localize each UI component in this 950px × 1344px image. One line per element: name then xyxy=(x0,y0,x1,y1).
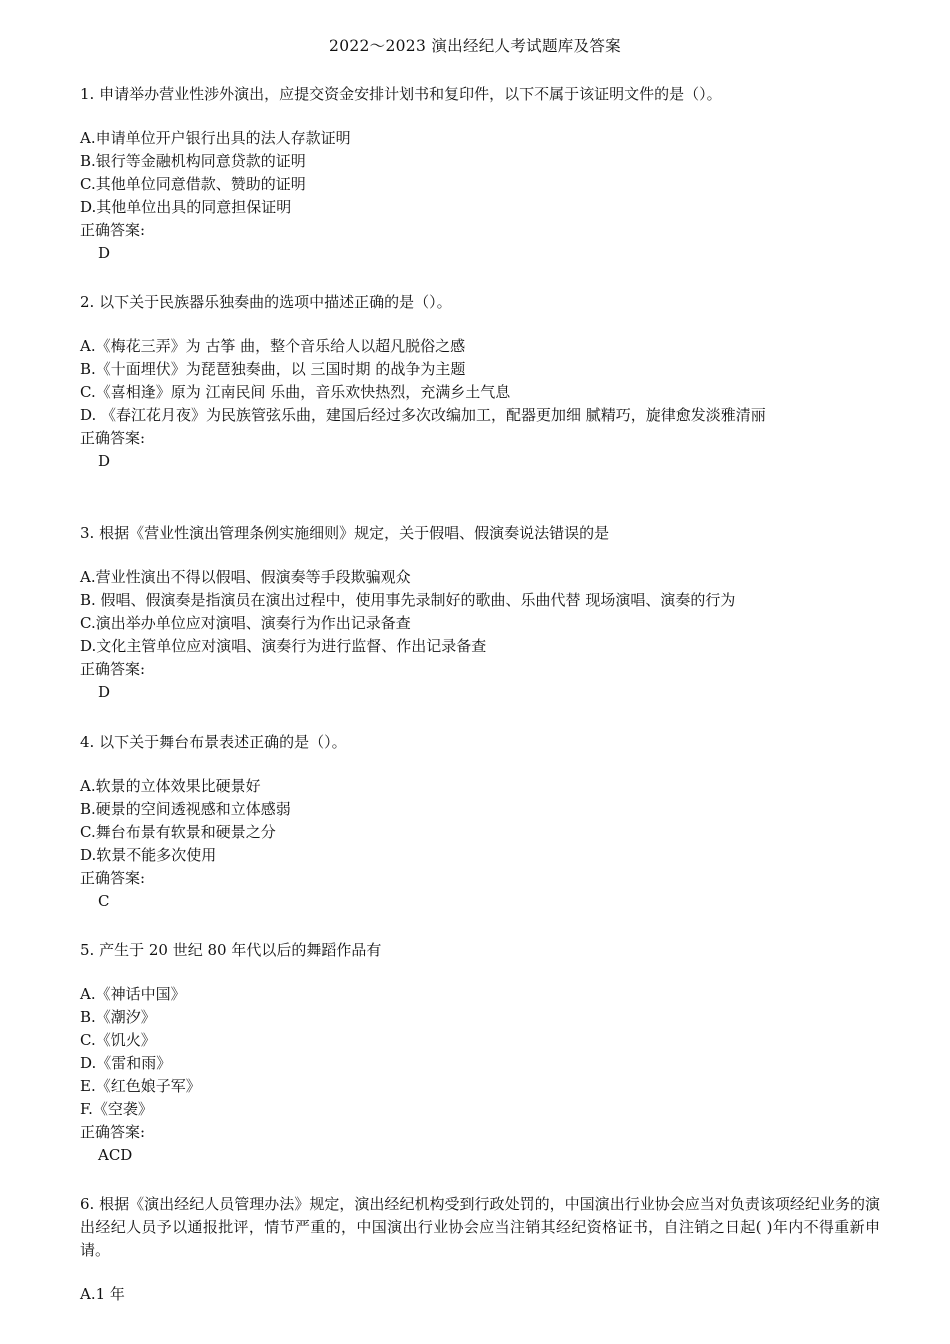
option-b: B.《十面埋伏》为琵琶独奏曲，以 三国时期 的战争为主题 xyxy=(80,360,466,378)
answer-label: 正确答案: xyxy=(80,1123,146,1141)
answer-label: 正确答案: xyxy=(80,660,146,678)
option-list xyxy=(80,775,880,867)
question-4 xyxy=(80,731,880,913)
option-c: C.《喜相逢》原为 江南民间 乐曲，音乐欢快热烈，充满乡土气息 xyxy=(80,383,511,401)
option-e: E.《红色娘子军》 xyxy=(80,1077,201,1095)
option-list xyxy=(80,566,880,658)
option-d: D.《雷和雨》 xyxy=(80,1054,172,1072)
option-d: D. 《春江花月夜》为民族管弦乐曲，建国后经过多次改编加工，配器更加细 腻精巧，旋律愈发淡雅清丽 xyxy=(80,406,766,424)
question-2 xyxy=(80,291,880,473)
option-a: A.申请单位开户银行出具的法人存款证明 xyxy=(80,129,351,147)
document-title: 2022～2023 演出经纪人考试题库及答案 xyxy=(329,37,621,55)
question-stem: 2. 以下关于民族器乐独奏曲的选项中描述正确的是（）。 xyxy=(80,293,452,311)
option-list xyxy=(80,983,880,1121)
answer-label: 正确答案: xyxy=(80,429,146,447)
question-stem: 3. 根据《营业性演出管理条例实施细则》规定，关于假唱、假演奏说法错误的是 xyxy=(80,524,610,542)
option-c: C.舞台布景有软景和硬景之分 xyxy=(80,823,276,841)
option-list xyxy=(80,127,880,219)
question-3 xyxy=(80,522,880,704)
option-d: D.软景不能多次使用 xyxy=(80,846,217,864)
question-stem: 1. 申请举办营业性涉外演出，应提交资金安排计划书和复印件，以下不属于该证明文件的是（）。 xyxy=(80,85,722,103)
option-c: C.演出举办单位应对演唱、演奏行为作出记录备查 xyxy=(80,614,411,632)
question-stem: 5. 产生于 20 世纪 80 年代以后的舞蹈作品有 xyxy=(80,941,382,959)
option-list xyxy=(80,335,880,427)
option-list xyxy=(80,1283,880,1306)
answer-value: D xyxy=(98,683,111,701)
answer-label: 正确答案: xyxy=(80,221,146,239)
option-d: D.文化主管单位应对演唱、演奏行为进行监督、作出记录备查 xyxy=(80,637,487,655)
answer-label: 正确答案: xyxy=(80,869,146,887)
option-d: D.其他单位出具的同意担保证明 xyxy=(80,198,292,216)
option-c: C.《饥火》 xyxy=(80,1031,156,1049)
question-stem: 6. 根据《演出经纪人员管理办法》规定，演出经纪机构受到行政处罚的，中国演出行业协会应当对负责该项经纪业务的演出经纪人员予以通报批评，情节严重的，中国演出行业协会应当注销其经纪资格证书，自注销之日起( )年内不得重新申请。 xyxy=(80,1195,880,1259)
answer-value: ACD xyxy=(98,1146,133,1164)
option-b: B.硬景的空间透视感和立体感弱 xyxy=(80,800,291,818)
option-b: B. 假唱、假演奏是指演员在演出过程中，使用事先录制好的歌曲、乐曲代替 现场演唱、演奏的行为 xyxy=(80,591,736,609)
question-1 xyxy=(80,83,880,265)
option-b: B.《潮汐》 xyxy=(80,1008,156,1026)
option-f: F.《空袭》 xyxy=(80,1100,153,1118)
option-c: C.其他单位同意借款、赞助的证明 xyxy=(80,175,306,193)
option-a: A.《梅花三弄》为 古筝 曲，整个音乐给人以超凡脱俗之感 xyxy=(80,337,466,355)
answer-value: C xyxy=(98,892,110,910)
question-6 xyxy=(80,1193,880,1306)
option-a: A.营业性演出不得以假唱、假演奏等手段欺骗观众 xyxy=(80,568,411,586)
option-a: A.《神话中国》 xyxy=(80,985,186,1003)
option-b: B.银行等金融机构同意贷款的证明 xyxy=(80,152,306,170)
question-5 xyxy=(80,939,880,1167)
option-a: A.1 年 xyxy=(80,1285,125,1303)
question-stem: 4. 以下关于舞台布景表述正确的是（）。 xyxy=(80,733,347,751)
answer-value: D xyxy=(98,244,111,262)
answer-value: D xyxy=(98,452,111,470)
option-a: A.软景的立体效果比硬景好 xyxy=(80,777,261,795)
